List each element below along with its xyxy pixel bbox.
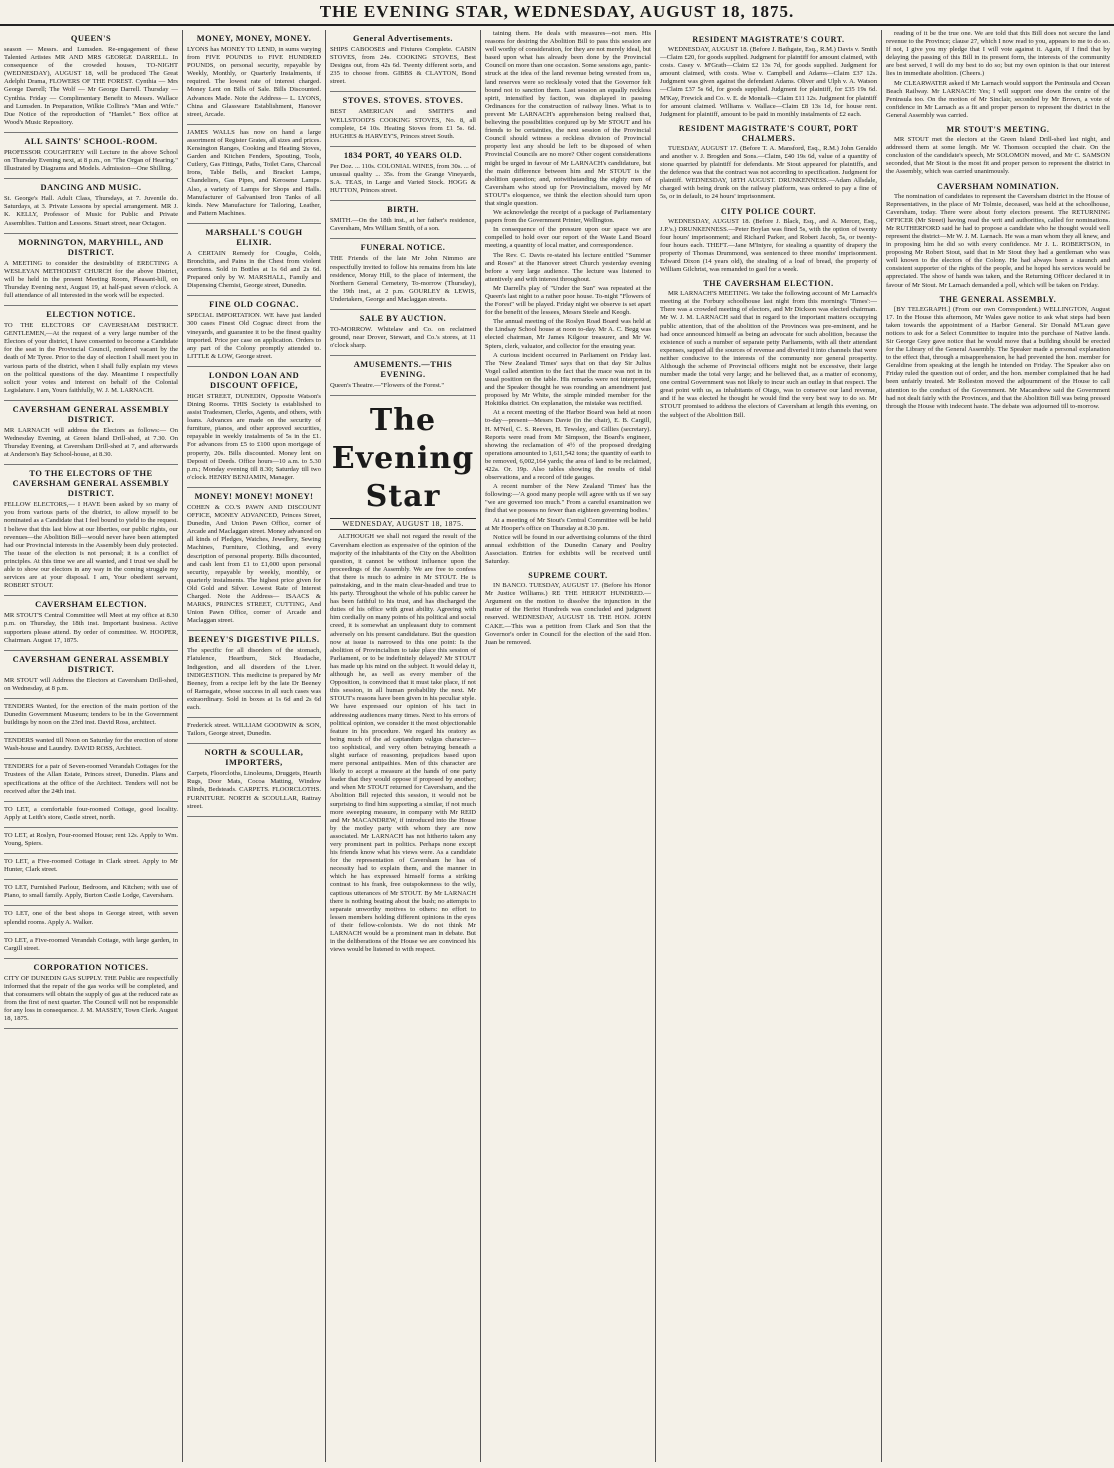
news-item bbox=[330, 201, 476, 239]
ad-body: TO LET, a Five-roomed Verandah Cottage, with large garden, in Cargill street. bbox=[4, 936, 178, 952]
ad-body: MR STOUT will Address the Electors at Caversham Drill-shed, on Wednesday, at 8 p.m. bbox=[4, 676, 178, 692]
paragraph: BEST AMERICAN and SMITH'S and WELLSTOOD'S COOKING STOVES, No. 8, all complete, £4 10s. Heating Stoves from £1 5s. 6d. HUGHES & HARVEY'S, Princes street South. bbox=[330, 108, 476, 140]
ad-body: TO LET, at Roslyn, Four-roomed House; rent 12s. Apply to Wm. Young, Spiers. bbox=[4, 831, 178, 847]
ad-title: LONDON LOAN AND DISCOUNT OFFICE, bbox=[208, 370, 300, 390]
news-item bbox=[485, 318, 651, 350]
ad-body: SPECIAL IMPORTATION. WE have just landed 300 cases Finest Old Cognac direct from the vineyards, and guarantee it to be the finest quality imported. Price per case on application. Orders to any part of the Colony promptly attended to. LITTLE & LOW, George street. bbox=[187, 312, 321, 360]
advertisement bbox=[187, 718, 321, 744]
section-heading: General Advertisements. bbox=[353, 34, 453, 43]
advertisement bbox=[4, 651, 178, 699]
ad-title: CAVERSHAM GENERAL ASSEMBLY DISTRICT. bbox=[12, 404, 170, 424]
paragraph: WEDNESDAY, AUGUST 18. (Before J. Bathgate, Esq., R.M.) Davis v. Smith—Claim £20, for goods supplied. Judgment for plaintiff for amount claimed, with costs. Casey v. M'Grath—Claim £2 13s 7d, for goods supplied. Judgment for amount claimed, with costs. Wise v. Campbell and Adams—Claim £37 12s. Judgment was given against the defendant Adams. Oliver and Ulph v. A. Watson—Claim £37 5s 6d, for goods supplied. Judgment for plaintiff, for £35 19s 6d. M'Kay, Frewick and Co. v. E. de Montalk—Claim £11 12s. Judgment for plaintiff for amount claimed. Williams v. Wallace—Claim £8 13s 1d, for house rent. Judgment for plaintiff, amount to be paid in monthly instalments of £2 each. bbox=[660, 46, 877, 118]
news-item bbox=[660, 124, 877, 202]
news-item bbox=[886, 182, 1110, 290]
ad-body: TO LET, a comfortable four-roomed Cottage, good locality. Apply at Leith's store, Castle street, north. bbox=[4, 805, 178, 821]
paragraph: Per Doz. ... 110s. COLONIAL WINES, from 30s. ... of unusual quality ... 35s. from the Grange Vineyards, S.A. TEAS, in Large and Varied Stock. HOGG & HUTTON, Princes street. bbox=[330, 162, 476, 195]
column-3 bbox=[326, 30, 480, 1462]
paragraph: MR LARNACH'S MEETING. We take the following account of Mr Larnach's meeting at the Forbury schoolhouse last night from this morning's 'Times':— There was a crowded meeting of electors, and Mr Dickson was elected chairman. Mr W. J. M. LARNACH said that in regard to the important matters occupying public attention, that of the abolition of the Provinces was pre-eminent, and he had once announced himself as being an advocate for such abolition, because the existence of such a number of separate petty Parliaments, with all their attendant expenses, sapped all the sources of revenue and diverted it into channels that were neither conducive to the interests of the community nor general prosperity. Although the scheme of Provincial officers might not be excessive, their large number made the total very large; and he believed that, as a matter of economy, one central Government was not likely to incur such an outlay in that respect. The great point with us, as inhabitants of Otago, was to conserve our land revenue, and if he was elected he thought he would find the very best way to do so. Mr STOUT promised to address the electors of Caversham at length this evening, on the subject of the Abolition Bill. bbox=[660, 290, 877, 419]
paragraph: [BY TELEGRAPH.] (From our own Correspondent.) WELLINGTON, August 17. In the House this afternoon, Mr Wales gave notice to ask what steps had been taken towards the appointment of a Harbor General. Sir Donald M'Lean gave notices to ask for a Select Committee to inquire into the purchase of Native lands. Sir George Grey gave notice that he would move that a building should be erected for the Library of the General Assembly. The Speaker made a personal explanation to the effect that, through a misapprehension, he had prevented the hon. member for Geraldine from speaking at the length he intended on Friday. The Speaker also on Friday ruled the question out of order, and the hon. member complained that he had been unfairly treated. Mr Rolleston moved the adjournment of the House to call attention to the conduct of the Government. Mr Macandrew said the Government had not dealt fairly with the Provinces, and that the Abolition Bill was being pressed through the House with indecent haste. The debate was adjourned till to-morrow. bbox=[886, 305, 1110, 410]
news-item bbox=[330, 92, 476, 146]
ad-title: CAVERSHAM GENERAL ASSEMBLY DISTRICT. bbox=[12, 654, 170, 674]
section-heading: CITY POLICE COURT. bbox=[720, 206, 817, 216]
advertisement bbox=[187, 224, 321, 296]
nameplate: The Evening Star bbox=[331, 403, 475, 515]
advertisement bbox=[4, 802, 178, 828]
news-item bbox=[886, 30, 1110, 79]
advertisement bbox=[4, 234, 178, 306]
ad-body: A MEETING to consider the desirability of ERECTING A WESLEYAN METHODIST CHURCH for the above District, will be held in the present Meeting Room, Pleasant-hill, on Thursday Evening next, August 19, at half-past seven o'clock. A full attendance of all interested in the work will be expected. bbox=[4, 259, 178, 299]
paragraph: A recent number of the New Zealand 'Times' has the following:—'A good many people will agree with us if we say "we are governed too much." From a careful examination we find that we possess no fewer than eighteen governing bodies.' bbox=[485, 483, 651, 515]
ad-body: CITY OF DUNEDIN GAS SUPPLY. THE Public are respectfully informed that the repair of the gas works will be completed, and that consumers will obtain the supply of gas at the reduced rate as from the first of next quarter. The Council will not be responsible for any loss in consequence. J. M. MASSEY, Town Clerk. August 18, 1875. bbox=[4, 974, 178, 1023]
news-item bbox=[485, 517, 651, 533]
section-heading: SUPREME COURT. bbox=[528, 571, 608, 581]
advertisement bbox=[4, 30, 178, 133]
news-item bbox=[485, 534, 651, 566]
news-item bbox=[330, 356, 476, 396]
section-heading: STOVES. STOVES. STOVES. bbox=[342, 96, 464, 106]
section-heading: SALE BY AUCTION. bbox=[359, 313, 447, 323]
advertisement bbox=[4, 306, 178, 401]
paragraph: We acknowledge the receipt of a package of Parliamentary papers from the Government Printer, Wellington. bbox=[485, 209, 651, 225]
ad-title: MARSHALL'S COUGH ELIXIR. bbox=[205, 227, 303, 247]
advertisement bbox=[4, 933, 178, 959]
paragraph: SMITH.—On the 18th inst., at her father's residence, Caversham, Mrs William Smith, of a son. bbox=[330, 217, 476, 233]
news-item bbox=[485, 285, 651, 317]
paragraph: Mr Darrell's play of "Under the Sun" was repeated at the Queen's last night to a rather poor house. To-night "Flowers of the Forest" will be played. Friday night we observe is set apart for the benefit of the lessees, Messrs Steele and Keogh. bbox=[485, 284, 651, 317]
ad-body: Carpets, Floorcloths, Linoleums, Druggets, Hearth Rugs, Door Mats, Cocoa Matting, Window Blinds, Bedsteads. CARPETS. FLOORCLOTHS. FURNITURE. NORTH & SCOULLAR, Rattray street. bbox=[187, 770, 321, 810]
ad-body: TENDERS wanted till Noon on Saturday for the erection of stone Wash-house and Laundry. DAVID ROSS, Architect. bbox=[4, 737, 178, 753]
advertisement bbox=[4, 759, 178, 801]
news-item bbox=[485, 409, 651, 482]
advertisement bbox=[187, 744, 321, 816]
ad-body: TO LET, Furnished Parlour, Bedroom, and Kitchen; with use of Piano, to small family. Apply, Burton Castle Lodge, Caversham. bbox=[4, 884, 178, 900]
paragraph: SHIPS CABOOSES and Fixtures Complete. CABIN STOVES, from 24s. COOKING STOVES, Best Designs out, from 42s 6d. Twenty different sorts, and 235 to choose from. GIBBS & CLAYTON, Bond street. bbox=[330, 46, 476, 86]
ad-title: ALL SAINTS' SCHOOL-ROOM. bbox=[24, 136, 158, 146]
news-item bbox=[660, 279, 877, 420]
section-heading: AMUSEMENTS.—THIS EVENING. bbox=[353, 360, 453, 380]
ad-body: FELLOW ELECTORS,— I HAVE been asked by so many of you from various parts of the district, to allow myself to be nominated as a Candidate that I feel bound to yield to the request. I believe that this last blow at our liberties, our public rights, our revenues—the Abolition Bill—would never have been attempted had our Provincial interests in the Assembly been duly protected. The issue of the election is not personal; it is a conflict of principles. At this time we are all wanted, and I trust we shall be able to show our electors in any way in the coming struggle my services are at your disposal. I am, Your obedient servant, ROBERT STOUT. bbox=[4, 501, 178, 590]
advertisement bbox=[4, 880, 178, 906]
advertisement bbox=[4, 596, 178, 650]
ad-body: TO THE ELECTORS OF CAVERSHAM DISTRICT. GENTLEMEN,—At the request of a very large number of the Electors of your district, I have consented to become a Candidate for the seat in the Provincial Council, rendered vacant by the death of Mr Tyree. Prior to the day of election I shall meet you in various parts of the district, when I shall fully explain my views on the political questions of the day. Meantime I respectfully solicit your votes and interest on behalf of the Colonial Legislature. I am, Yours faithfully, W. J. M. LARNACH. bbox=[4, 322, 178, 394]
paragraph: Queen's Theatre.—"Flowers of the Forest." bbox=[330, 382, 445, 390]
ad-body: LYONS has MONEY TO LEND, in sums varying from FIVE POUNDS to FIVE HUNDRED POUNDS, on personal security, repayable by Weekly, Monthly, or Quarterly Instalments, if required. The lowest rate of interest charged. Money Lent on Bills of Sale. Bills Discounted. Advances Made. Note the Address— L. LYONS, China and Glassware Establishment, Hanover street, Arcade. bbox=[187, 46, 321, 118]
section-heading: RESIDENT MAGISTRATE'S COURT. bbox=[692, 35, 845, 44]
news-item bbox=[886, 125, 1110, 176]
ad-body: MR LARNACH will address the Electors as follows:— On Wednesday Evening, at Green Island Drill-shed, at 7.30. On Thursday Evening, at Caversham Drill-shed at 7, and afterwards at Anderson's Bay School-house, at 8.30. bbox=[4, 426, 178, 459]
section-heading: THE CAVERSHAM ELECTION. bbox=[703, 279, 834, 289]
advertisement bbox=[4, 906, 178, 932]
ad-title: NORTH & SCOULLAR, IMPORTERS, bbox=[204, 748, 304, 768]
paragraph: The Rev. C. Davis re-stated his lecture entitled "Summer and Roses" at the Hanover street Church yesterday evening before a very large audience. The lecture was listened to attentively and with interest throughout. bbox=[485, 251, 651, 283]
advertisement bbox=[187, 367, 321, 488]
ad-title: FINE OLD COGNAC. bbox=[209, 300, 299, 310]
ad-title: MORNINGTON, MARYHILL, AND DISTRICT. bbox=[18, 237, 164, 257]
ad-body: The specific for all disorders of the stomach, Flatulence, Heartburn, Sick Headache, Indigestion, and all disorders of the Liver. INDIGESTION. This medicine is prepared by Mr Beeney, from a recipe left by the late Dr Beeney of Ramsgate, whose success in all such cases was extraordinary. Sold in boxes at 1s 6d and 2s 6d each. bbox=[187, 647, 321, 711]
advertisement bbox=[4, 733, 178, 759]
masthead: THE EVENING STAR, WEDNESDAY, AUGUST 18, 1875. bbox=[0, 0, 1114, 26]
advertisement bbox=[4, 401, 178, 465]
news-item bbox=[485, 352, 651, 409]
news-item bbox=[330, 533, 476, 954]
ad-body: JAMES WALLS has now on hand a large assortment of Register Grates, all sizes and prices. Kensington Ranges, Cooking and Heating Stoves, Garden and Kitchen Fenders, Spouting, Tools, Cutlery, Gas Fittings, Paths, Toilet Cans, Charcoal Irons, Table Bells, and Bracket Lamps, Chandeliers, Gas Pipes, and Kerosene Lamps. Also, a variety of Lamps for Shops and Halls. Manufacturer of Galvanised Iron Tanks of all kinds. New Manufacture for Tailoring, Leather, and Pattern Machines. bbox=[187, 128, 321, 217]
news-item bbox=[330, 147, 476, 201]
ad-title: QUEEN'S bbox=[70, 34, 112, 43]
ad-body: MR STOUT'S Central Committee will Meet at my office at 8.30 p.m. on Thursday, the 18th inst. Important business. Active supporters please attend. By order of committee. W. HOOPER, Chairman. August 17, 1875. bbox=[4, 612, 178, 644]
news-item bbox=[485, 483, 651, 515]
news-item bbox=[485, 226, 651, 250]
news-item bbox=[485, 252, 651, 284]
news-item bbox=[330, 30, 476, 92]
ad-title: BEENEY'S DIGESTIVE PILLS. bbox=[188, 635, 320, 645]
news-item bbox=[485, 571, 651, 647]
advertisement bbox=[187, 30, 321, 125]
news-item bbox=[660, 35, 877, 119]
paragraph: IN BANCO. TUESDAY, AUGUST 17. (Before his Honor Mr Justice Williams.) RE THE HERIOT HUNDRED.—Argument on the motion to dissolve the injunction in the matter of the Heriot Hundreds was concluded and judgment reserved. WEDNESDAY, AUGUST 18. THE HON. JOHN CAKE.—This was a petition from Clark and Son that the Governor's order in Council for the election of the said Hon. Juan be removed. bbox=[485, 582, 651, 646]
advertisement bbox=[4, 133, 178, 179]
news-item bbox=[330, 310, 476, 356]
advertisement bbox=[187, 296, 321, 367]
section-heading: THE GENERAL ASSEMBLY. bbox=[939, 294, 1057, 304]
news-item bbox=[485, 30, 651, 208]
ad-body: PROFESSOR COUGHTREY will Lecture in the above School on Thursday Evening next, at 8 p.m., on "The Organ of Hearing." Illustrated by Diagrams and Models. Admission—One Shilling. bbox=[4, 148, 178, 173]
paragraph: WEDNESDAY, AUGUST 18, 1875. bbox=[330, 518, 476, 530]
ad-title: MONEY, MONEY, MONEY. bbox=[196, 34, 312, 43]
advertisement bbox=[187, 488, 321, 631]
paragraph: In consequence of the pressure upon our space we are compelled to hold over our report of the Waste Land Board meeting, a quantity of local matter, and correspondence. bbox=[485, 226, 651, 250]
section-heading: 1834 PORT, 40 YEARS OLD. bbox=[343, 150, 463, 160]
paragraph: WEDNESDAY, AUGUST 18. (Before J. Black, Esq., and A. Mercer, Esq., J.P.'s.) DRUNKENNESS.—Peter Boylan was fined 5s, with the option of twenty four hours' imprisonment; and Richard Parker, and Robert Jacob, 5s, or twenty-four hours each. THEFT.—Jane M'Intyre, for stealing a quantity of drapery the property of Thomas Drummond, was sentenced to three months' imprisonment. Edward Dixon (14 years old), the stealing of a loaf of bread, the property of William Gilchrist, was remanded to gaol for a week. bbox=[660, 217, 877, 274]
paragraph: TUESDAY, AUGUST 17. (Before T. A. Mansford, Esq., R.M.) John Geraldo and another v. J. Brogden and Sons.—Claim, £40 19s 6d, value of a quantity of stone quarried by plaintiff for defendants. Mr Stout appeared for plaintiffs, and the defence was that the contract was not according to specification. Judgment for plaintiff. WEDNESDAY, 18TH AUGUST. DRUNKENNESS.—Adam Allsdale, charged with being drunk on the railway platform, was ordered to pay a fine of 5s, or in default, to 24 hours' imprisonment. bbox=[660, 144, 877, 201]
ad-body: TO LET, one of the best shops in George street, with seven splendid rooms. Apply A. Walker. bbox=[4, 910, 178, 926]
advertisement bbox=[187, 125, 321, 224]
section-heading: RESIDENT MAGISTRATE'S COURT, PORT CHALMERS. bbox=[678, 123, 859, 143]
news-item bbox=[886, 295, 1110, 411]
ad-body: TENDERS Wanted, for the erection of the main portion of the Dunedin Government Museum; tenders to be in the Government buildings by noon on the 23rd inst. David Ross, architect. bbox=[4, 702, 178, 727]
paragraph: Notice will be found in our advertising columns of the third annual exhibition of the Dunedin Canary and Poultry Association. Entries for exhibits will be received until Saturday. bbox=[485, 533, 651, 565]
ad-body: Frederick street. WILLIAM GOODWIN & SON, Tailors, George street, Dunedin. bbox=[187, 722, 321, 738]
paragraph: THE Friends of the late Mr John Nimmo are respectfully invited to follow his remains from his late residence, Moray Hill, to the place of interment, the Northern General Cemetery, To-morrow (Thursday), the 19th inst., at 2 p.m. GOURLEY & LEWIS, Undertakers, George and Maclaggan streets. bbox=[330, 255, 476, 303]
column-5 bbox=[656, 30, 881, 1462]
news-item bbox=[330, 518, 476, 530]
ad-body: A CERTAIN Remedy for Coughs, Colds, Bronchitis, and Pains in the Chest from violent exertions. Sold in Bottles at 1s 6d and 2s 6d. Prepared only by W. MARSHALL, Family and Dispensing Chemist, George street, Dunedin. bbox=[187, 249, 321, 290]
section-heading: BIRTH. bbox=[387, 205, 419, 215]
paragraph: ALTHOUGH we shall not regard the result of the Caversham election as expressive of the opinion of the majority of the inhabitants of the City on the Abolition question, it cannot be without influence upon the proceedings of the Assembly. We are free to confess that there is much to admire in Mr STOUT. He is painstaking, and in the main clear-headed and true to his party. Throughout the whole of his public career he has been faithful to his trust, and has discharged the duties of his office with great ability. Agreeing with him cordially on many points of his political and social creed, it is somewhat an unpleasant duty to comment adversely on his present candidature. But the question now at issue is narrowed to this one point: Is the abolition of Provincialism to take place this session of Parliament, or to be indefinitely delayed? Mr STOUT has made up his mind on the subject. It would delay it, although he, as well as every member of the Opposition, is convinced that it must take place, if not this session, in all human probability the next. Mr STOUT's reasons have been given in his peculiar style. We have expressed our opinion of his tact in addressing audiences many times. Next to his errors of political opinion, we consider it the most objectionable feature in his procedure. We regard his oratory as being much of the ad captandum vulgus character—too sophistical, and very often betraying beneath a slight surface of reasoning, prejudices based upon mere personal antipathies. Men of this character are likely to accept a measure at the hands of one party leader that they would oppose if proposed by another; and when Mr STOUT returned for Caversham, and the Abolition Bill rejected this session, it would not be surprising to find him supporting a similar, if not much more sweeping measure, in company with Mr REID and Mr MACANDREW, if introduced into the House by the motley party with whom they are now associated. Mr LARNACH has not hitherto taken any very prominent part in politics. Perhaps none except his friends know what his views were. As a candidate for the representation of Caversham he has of necessity had to explain them, and the manner in which he has expressed himself forms a striking contrast to his frank, free outspokenness to the wily, captious utterances of Mr STOUT. By Mr LARNACH there is nothing beating about the bush; no attempts to separate unworthy motives to others: no effort to lessen members holding different opinions in the eyes of their fellow-colonists. We do not think Mr LARNACH would be a prominent man in debate. But in the deliberations of the House we are convinced his views would be listened to with respect. bbox=[330, 533, 476, 954]
paragraph: At a recent meeting of the Harbor Board was held at noon to-day—present—Messrs Davie (in the chair), E. B. Cargill, H. M'Neil, C. S. Reeves, H. Tewsley, and Gillies (secretary). Reports were read from Mr Simpson, the Board's engineer, showing the reclamation of 4½ of the proposed dredging operations amounted to 1,611,542 tons; the quantity of earth to be removed, 6,002,164 yards; the area of land to be reclaimed, 422a. Or. 19p. Also tables showing the results of tidal observations, and a record of tide gauges. bbox=[485, 409, 651, 482]
column-4 bbox=[481, 30, 655, 1462]
ad-title: MONEY! MONEY! MONEY! bbox=[194, 491, 314, 501]
advertisement bbox=[187, 631, 321, 718]
ad-title: CAVERSHAM ELECTION. bbox=[35, 600, 147, 610]
ad-body: TO LET, a Five-roomed Cottage in Clark street. Apply to Mr Hunter, Clark street. bbox=[4, 858, 178, 874]
paragraph: Mr CLEARWATER asked if Mr Larnach would support the Peninsula and Ocean Beach Railway. Mr LARNACH: Yes; I will support one down the centre of the Peninsula too. On the motion of Mr Sinclair, seconded by Mr Brown, a vote of confidence in Mr Larnach as a fit and proper person to represent the district in the General Assembly was carried. bbox=[886, 79, 1110, 119]
column-2 bbox=[183, 30, 325, 1462]
advertisement bbox=[4, 854, 178, 880]
paragraph: A curious incident occurred in Parliament on Friday last. The 'New Zealand Times' says that on that day Sir Julius Vogel called attention to the fact that the mace was not in its usual position on the table. His remarks were not interpreted, and the Speaker thought he was rounding an amendment just proposed by Mr White, the simple minded member for the Hokitika district. On explanation, the mistake was rectified. bbox=[485, 351, 651, 408]
ad-body: St. George's Hall. Adult Class, Thursdays, at 7. Juvenile do. Saturdays, at 3. Private Lessons by special arrangement. MR J. K. KELLY, Professor of Music for Public and Private Assemblies. Tuition and Lessons. Stuart street, near Octagon. bbox=[4, 195, 178, 227]
paragraph: The nomination of candidates to represent the Caversham district in the House of Representatives, in the place of Mr Tolmie, deceased, was held at the schoolhouse, Caversham, today. There were about forty electors present. The RETURNING OFFICER (Mr Street) having read the writ and authorities, called for nominations. Mr RUTHERFORD said he had to propose a candidate who he thought would well represent the district—Mr W. J. M. Larnach. He was a man whom they all knew, and in proposing him he did so with every confidence. Mr J. L. ROBERTSON, in proposing Mr Robert Stout, said that in Mr Stout they had a gentleman who was well known to the electors of the Colony. He had always been a staunch and consistent supporter of the rights of the people, and he hoped his services would be appreciated. The show of hands was taken, and the Returning Officer declared it in favour of Mr Stout. Mr Larnach demanded a poll, which will be taken on Friday. bbox=[886, 192, 1110, 289]
paragraph: TO-MORROW. Whitelaw and Co. on reclaimed ground, near Drover, Stewart, and Co.'s stores, at 11 o'clock sharp. bbox=[330, 325, 476, 350]
paragraph: At a meeting of Mr Stout's Central Committee will be held at Mr Hooper's office on Thursday at 8.30 p.m. bbox=[485, 516, 651, 532]
ad-body: TENDERS for a pair of Seven-roomed Verandah Cottages for the Trustees of the Allan Estate, Princes street, Dunedin. Plans and specifications at the office of the Architect. Tenders will not be received after the 24th inst. bbox=[4, 763, 178, 795]
ad-title: CORPORATION NOTICES. bbox=[33, 962, 149, 972]
news-item bbox=[886, 80, 1110, 120]
advertisement bbox=[4, 465, 178, 596]
ad-title: DANCING AND MUSIC. bbox=[40, 183, 142, 193]
ad-title: TO THE ELECTORS OF THE CAVERSHAM GENERAL ASSEMBLY DISTRICT. bbox=[12, 469, 170, 499]
ad-body: COHEN & CO.'S PAWN AND DISCOUNT OFFICE, MONEY ADVANCED, Princes Street, Dunedin, And Union Pawn Office, corner of Arcade and Maclaggan street. Money advanced on all kinds of Pledges, Watches, Jewellery, Sewing Machines, Furniture, Clothing, and every description of personal property. Bills discounted, and cash lent from £1 to £1,000 upon personal security, repayable by weekly, monthly, or quarterly instalments. The highest price given for Old Gold and Silver. Lowest Rate of Interest Charged. Note the Address— ISAACS & MARKS, PRINCES STREET, CUTTING, And Union Pawn Office, corner of Arcade and Maclaggan street. bbox=[187, 503, 321, 625]
advertisement bbox=[4, 959, 178, 1030]
paragraph: reading of it be the true one. We are told that this Bill does not secure the land revenue to the Province; clause 27, which I now read to you, appears to me to do so. If not, I give you my pledge that I will vote against it. Again, if I find that by delaying the passing of this Bill in its present form, the interests of the community are best served, I will do my best to do so; but my own opinion is that our interest lies in immediate abolition. (Cheers.) bbox=[886, 30, 1110, 78]
section-heading: FUNERAL NOTICE. bbox=[360, 243, 446, 253]
column-1 bbox=[0, 30, 182, 1462]
ad-body: season — Messrs. and Lumsden. Re-engagement of these Talented Artistes MR AND MRS GEORGE DARRELL. In consequence of the crowded houses, TO-NIGHT (WEDNESDAY), AUGUST 18, will be produced The Great Adelphi Drama, FLOWERS OF THE FOREST. Cynthia — Mrs George Darrell; The Wolf — Mr George Darrell. Thursday — Cynthia. Friday — Complimentary Benefit to Messrs. Wallace and Lumsden. In Preparation, Wilkie Collins's "Man and Wife." Due Notice of the reproduction of "Hamlet." Box office at Wood's Music Repository. bbox=[4, 46, 178, 126]
paragraph: MR STOUT met the electors at the Green Island Drill-shed last night, and addressed them at some length. Mr W. Thomson occupied the chair. On the conclusion of the candidate's speech, Mr SOLOMON moved, and Mr C. SAMSON seconded, that Mr Stout is the most fit and proper person to represent the district in the Assembly, which was carried unanimously. bbox=[886, 136, 1110, 176]
advertisement bbox=[4, 179, 178, 233]
advertisement bbox=[4, 828, 178, 854]
ad-body: HIGH STREET, DUNEDIN, Opposite Watson's Dining Rooms. THIS Society is established to assist Tradesmen, Clerks, Agents, and others, with loans. Advances are made on the security of furniture, pianos, and other approved securities, repayable in weekly instalments of 5s in the £1. For advances from £5 to £100 upon mortgage of property, 20s. Bills discounted. Money lent on Deposit of Deeds. Office hours—10 a.m. to 5.30 p.m.; Monday evening till 8.30; Saturday till two o'clock. HENRY BENJAMIN, Manager. bbox=[187, 392, 321, 481]
advertisement bbox=[4, 699, 178, 733]
news-item bbox=[660, 207, 877, 275]
section-heading: CAVERSHAM NOMINATION. bbox=[936, 181, 1060, 191]
column-6 bbox=[882, 30, 1114, 1462]
section-heading: MR STOUT'S MEETING. bbox=[946, 125, 1050, 135]
news-item bbox=[330, 239, 476, 310]
news-item bbox=[485, 209, 651, 225]
paragraph: taining them. He deals with measures—not men. His reasons for desiring the Abolition Bill to pass this session are well worthy of consideration, for they are not merely ideal, but based upon what has already been done by the Provincial Council on more than one occasion. Some sessions ago, panic-struck at the idea of the land revenue being wrested from us, land reserves were so recklessly voted that the Governor felt bound not to sanction them. Last session an equally reckless spirit, intensified by faction, was displayed in passing Ordinances for the construction of railway lines. What is to prevent Mr LARNACH's apprehension being realised that, believing the possibilities conjured up by Mr STOUT and his friends to be certainties, the next session of the Provincial Council should witness a reckless division of Provincial property lest any should be left to be disposed of when Provincial Councils are no more? Other cogent considerations might be urged in favour of Mr LARNACH's candidature, but the main difference between him and Mr STOUT is the abolition question; and, notwithstanding the eighty men of Caversham who stood up for Provincialism, moved by Mr STOUT's eloquence, we think the election should turn upon that single question. bbox=[485, 30, 651, 207]
ad-title: ELECTION NOTICE. bbox=[46, 310, 136, 320]
paragraph: The annual meeting of the Roslyn Road Board was held at the Lindsay School house at noon to-day. Mr A. C. Begg was elected chairman, Mr James Kilgour treasurer, and Mr W. Spiers, clerk, valuator, and collector for the ensuing year. bbox=[485, 318, 651, 350]
